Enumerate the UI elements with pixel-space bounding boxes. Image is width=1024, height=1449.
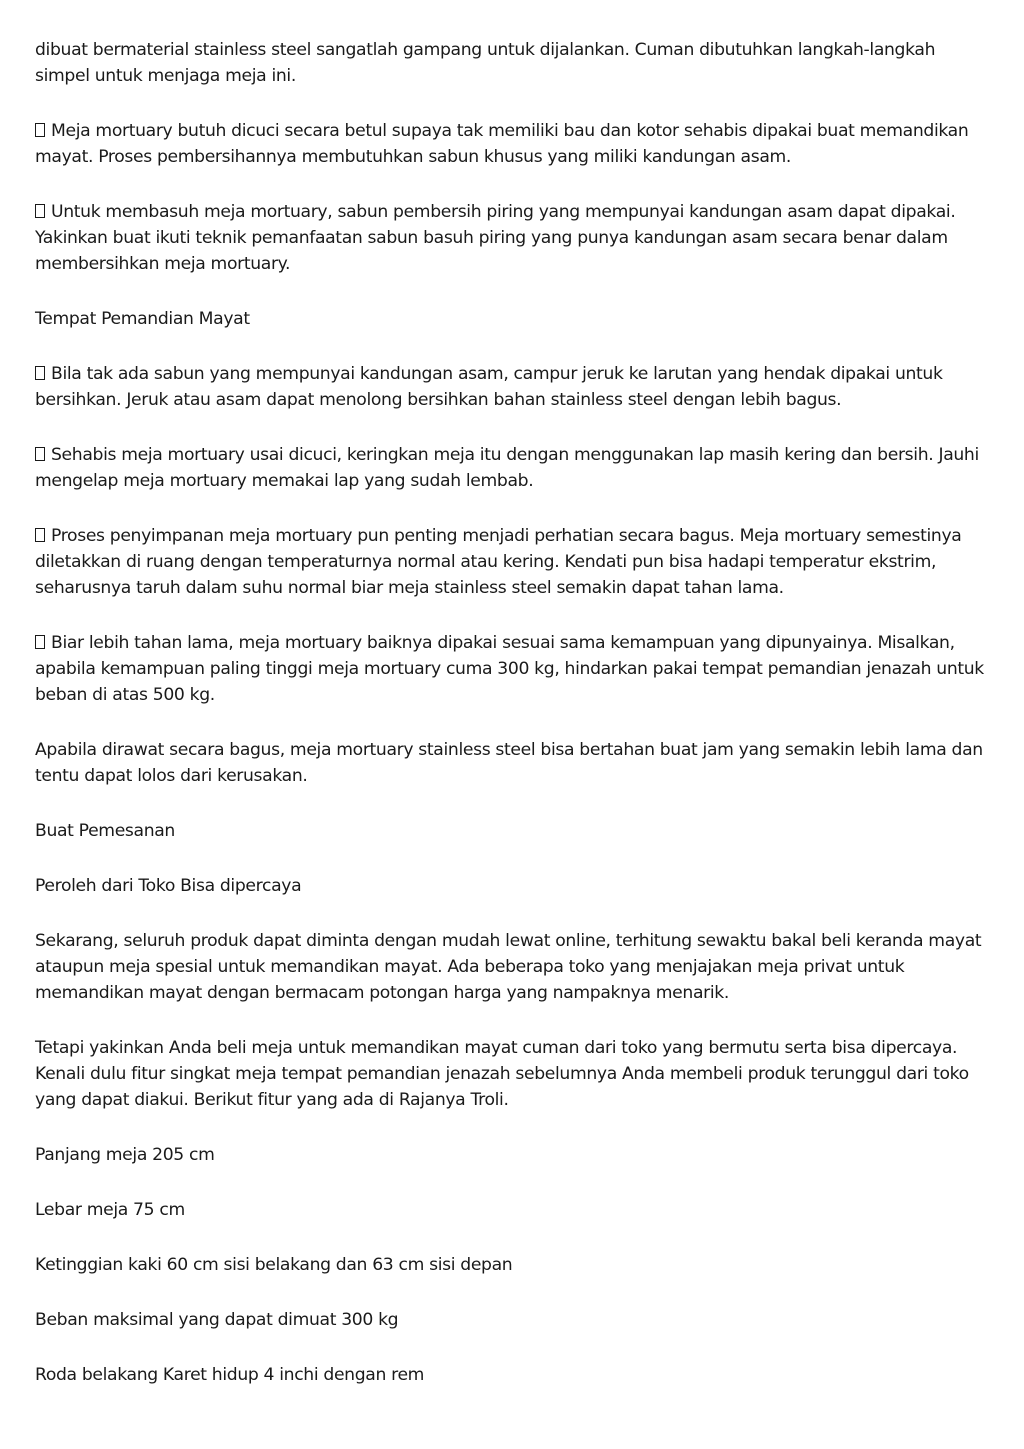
spec-item [35,1362,990,1388]
bullet-paragraph [35,523,990,601]
missing-glyph-bullet-icon [35,635,45,649]
bullet-paragraph [35,442,990,494]
paragraph-text: Peroleh dari Toko Bisa dipercaya [35,876,302,896]
paragraph-text: Meja mortuary butuh dicuci secara betul supaya tak memiliki bau dan kotor sehabis dipakai buat memandikan mayat. Proses pembersihannya membutuhkan sabun khusus yang miliki kandungan asam. [35,121,969,167]
paragraph-text: Bila tak ada sabun yang mempunyai kandungan asam, campur jeruk ke larutan yang hendak dipakai untuk bersihkan. Jeruk atau asam dapat menolong bersihkan bahan stainless steel dengan lebih bagus. [35,364,943,410]
paragraph-text: Roda belakang Karet hidup 4 inchi dengan rem [35,1365,425,1385]
paragraph-text: dibuat bermaterial stainless steel sangatlah gampang untuk dijalankan. Cuman dibutuhkan langkah-langkah simpel untuk menjaga meja ini. [35,40,936,86]
missing-glyph-bullet-icon [35,204,45,218]
paragraph-text: Tetapi yakinkan Anda beli meja untuk memandikan mayat cuman dari toko yang bermutu serta bisa dipercaya. Kenali dulu fitur singkat meja tempat pemandian jenazah sebelumnya Anda membeli produk terunggul dari toko yang dapat diakui. Berikut fitur yang ada di Rajanya Troli. [35,1038,969,1110]
paragraph-text: Biar lebih tahan lama, meja mortuary baiknya dipakai sesuai sama kemampuan yang dipunyainya. Misalkan, apabila kemampuan paling tinggi meja mortuary cuma 300 kg, hindarkan pakai tempat pemandian jenazah untuk beban di atas 500 kg. [35,633,984,705]
spec-item [35,1142,990,1168]
missing-glyph-bullet-icon [35,528,45,542]
paragraph-text: Beban maksimal yang dapat dimuat 300 kg [35,1310,399,1330]
spec-item [35,1197,990,1223]
bullet-paragraph [35,361,990,413]
paragraph-text: Apabila dirawat secara bagus, meja mortuary stainless steel bisa bertahan buat jam yang semakin lebih lama dan tentu dapat lolos dari kerusakan. [35,740,983,786]
paragraph-text: Sehabis meja mortuary usai dicuci, keringkan meja itu dengan menggunakan lap masih kering dan bersih. Jauhi mengelap meja mortuary memakai lap yang sudah lembab. [35,445,979,491]
missing-glyph-bullet-icon [35,366,45,380]
paragraph-text: Buat Pemesanan [35,821,175,841]
paragraph-text: Panjang meja 205 cm [35,1145,215,1165]
paragraph-text: Lebar meja 75 cm [35,1200,185,1220]
bullet-paragraph [35,118,990,170]
section-heading [35,306,990,332]
paragraph-text: Untuk membasuh meja mortuary, sabun pembersih piring yang mempunyai kandungan asam dapat dipakai. Yakinkan buat ikuti teknik pemanfaatan sabun basuh piring yang punya kandungan asam secara benar dalam membersihkan meja mortuary. [35,202,956,274]
paragraph-text: Proses penyimpanan meja mortuary pun penting menjadi perhatian secara bagus. Meja mortuary semestinya diletakkan di ruang dengan temperaturnya normal atau kering. Kendati pun bisa hadapi temperatur ekstrim, seharusnya taruh dalam suhu normal biar meja stainless steel semakin dapat tahan lama. [35,526,962,598]
missing-glyph-bullet-icon [35,123,45,137]
spec-item [35,1252,990,1278]
paragraph [35,737,990,789]
section-heading [35,873,990,899]
bullet-paragraph [35,630,990,708]
paragraph-text: Sekarang, seluruh produk dapat diminta dengan mudah lewat online, terhitung sewaktu bakal beli keranda mayat ataupun meja spesial untuk memandikan mayat. Ada beberapa toko yang menjajakan meja privat untuk memandikan mayat dengan bermacam potongan harga yang nampaknya menarik. [35,931,982,1003]
paragraph [35,37,990,89]
paragraph [35,928,990,1006]
document-page [35,37,990,1417]
missing-glyph-bullet-icon [35,447,45,461]
bullet-paragraph [35,199,990,277]
paragraph-text: Tempat Pemandian Mayat [35,309,250,329]
paragraph-text: Ketinggian kaki 60 cm sisi belakang dan 63 cm sisi depan [35,1255,513,1275]
section-heading [35,818,990,844]
paragraph [35,1035,990,1113]
spec-item [35,1307,990,1333]
